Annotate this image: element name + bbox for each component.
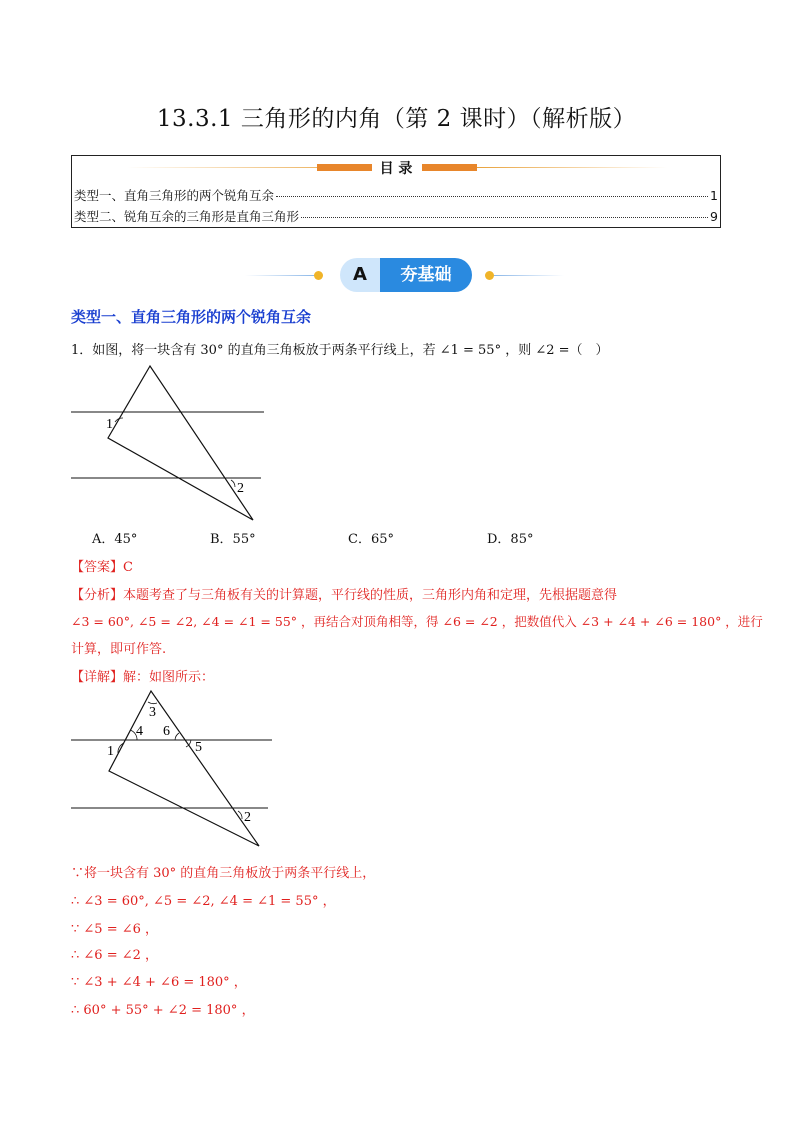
answer-line [71,556,133,575]
banner-line-right [494,275,564,276]
toc-item-label: 类型二、锐角互余的三角形是直角三角形 [74,209,300,224]
angle-label-1: 1 [106,417,113,432]
banner-dot-right [485,271,494,280]
question-figure [71,362,271,524]
toc-leader-dots [301,217,708,218]
answer-tag: 【答案】 [71,560,124,575]
triangle-ruler [108,366,253,520]
angle-label-6: 6 [163,724,170,739]
angle-label-3: 3 [149,705,156,720]
banner-letter: A [340,258,380,292]
toc-accent-right [422,164,477,171]
solution-step: ∴ ∠6 = ∠2 ， [71,948,159,963]
angle-5-arc [186,740,191,747]
detail-tag: 【详解】 [71,670,124,685]
triangle-ruler [109,691,259,846]
angle-label-2: 2 [237,481,244,496]
solution-step: ∴ 60° + 55° + ∠2 = 180° ， [71,1003,255,1018]
toc-heading: 目 录 [379,161,413,177]
angle-6-arc [175,733,179,740]
toc-item-page: 9 [710,209,718,224]
solution-step: ∴ ∠3 = 60°, ∠5 = ∠2, ∠4 = ∠1 = 55° ， [71,894,336,909]
angle-label-2: 2 [244,810,251,825]
angle-2-arc [231,480,235,487]
section-heading: 类型一、直角三角形的两个锐角互余 [71,308,312,326]
table-of-contents [71,155,721,228]
toc-divider-right [477,167,667,168]
banner-dot-left [314,271,323,280]
option-c[interactable]: C．65° [348,532,394,547]
option-d[interactable]: D．85° [487,532,534,547]
analysis-tag: 【分析】 [71,588,124,603]
toc-leader-dots [276,196,708,197]
analysis-line-2: ∠3 = 60°, ∠5 = ∠2, ∠4 = ∠1 = 55° ，再结合对顶角相等，得 ∠6 = ∠2 ，把数值代入 ∠3 + ∠4 + ∠6 = 180° ，进行 [71,614,763,629]
solution-step: ∵ ∠3 + ∠4 + ∠6 = 180° ， [71,975,247,990]
toc-item-label: 类型一、直角三角形的两个锐角互余 [74,188,275,203]
detail-intro: 解：如图所示： [123,670,215,685]
angle-label-4: 4 [136,724,143,739]
banner-line-left [245,275,315,276]
solution-step: ∵将一块含有 30° 的直角三角板放于两条平行线上， [71,866,376,881]
answer-value: C [123,560,133,575]
toc-item-page: 1 [710,188,718,203]
question-stem: 1．如图，将一块含有 30° 的直角三角板放于两条平行线上，若 ∠1 = 55° ，则 ∠2 =（ ） [71,343,609,358]
page-title: 13.3.1 三角形的内角（第 2 课时）（解析版） [156,106,637,132]
banner-text: 夯基础 [380,258,472,292]
toc-accent-left [317,164,372,171]
option-b[interactable]: B．55° [210,532,256,547]
analysis-text: 本题考查了与三角板有关的计算题，平行线的性质，三角形内角和定理，先根据题意得 [123,588,618,603]
solution-step: ∵ ∠5 = ∠6 ， [71,922,159,937]
toc-item[interactable] [74,207,718,225]
detail-figure [71,688,276,850]
angle-label-1: 1 [107,744,114,759]
angle-label-5: 5 [195,740,202,755]
angle-3-arc [148,702,157,704]
toc-item[interactable] [74,186,718,204]
analysis-line-1 [71,584,617,603]
analysis-line-3: 计算，即可作答. [71,642,167,657]
option-a[interactable]: A．45° [92,532,138,547]
detail-line [71,666,214,685]
